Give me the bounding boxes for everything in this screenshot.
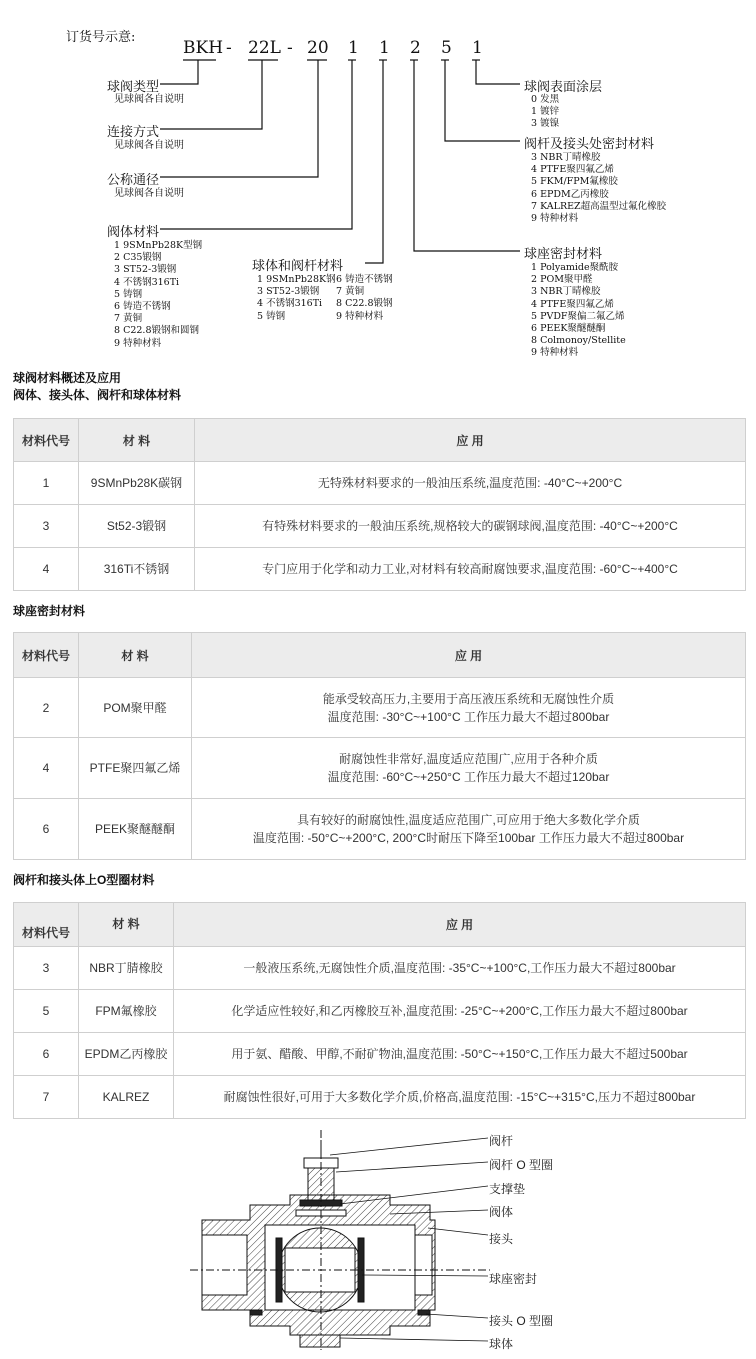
list-item: 1 9SMnPb28K型钢 [114,240,203,251]
cell-application: 无特殊材料要求的一般油压系统,温度范围: -40°C~+200°C [195,462,746,505]
list-item: 3 镀镍 [531,118,560,130]
table-row [14,678,746,738]
cell-application: 用于氨、醋酸、甲醇,不耐矿物油,温度范围: -50°C~+150°C,工作压力最大不超过500bar [174,1033,746,1076]
table-row [14,799,746,860]
cell-code: 5 [14,990,79,1033]
list-item: 8 C22.8锻钢和圆钢 [114,325,199,337]
cell-application: 化学适应性较好,和乙丙橡胶互补,温度范围: -25°C~+200°C,工作压力最大不超过800bar [174,990,746,1033]
valve-cross-section-drawing [190,1130,490,1355]
list-item: 0 发黑 [531,94,560,105]
list-item: 5 铸钢 [114,288,143,300]
col-header-application: 应 用 [195,419,746,462]
part-label-seat-seal: 球座密封 [489,1272,538,1286]
group-label-nominal-size: 公称通径 [107,173,160,188]
list-item: 3 NBR丁晴橡胶 [531,152,601,163]
table-row [14,1033,746,1076]
list-item: 4 PTFE聚四氟乙烯 [531,298,614,310]
list-item: 8 Colmonoy/Stellite [531,335,626,347]
group-sub: 见球阀各自说明 [114,94,184,105]
table-row [14,462,746,505]
list-item: 3 ST52-3锻钢 [257,286,320,298]
list-item: 4 不锈钢316Ti [114,276,180,288]
cell-material: KALREZ [79,1076,174,1119]
table-row [14,505,746,548]
col-header-material: 材 料 [79,419,195,462]
part-label-connector-oring: 接头 O 型圈 [489,1314,554,1328]
code-dash: - [287,38,293,58]
application-line: 耐腐蚀性非常好,温度适应范围广,应用于各种介质 [339,752,598,766]
code-part-ball: 1 [379,38,390,58]
code-dash: - [226,38,232,58]
list-item: 5 铸钢 [257,310,286,322]
group-label-connection: 连接方式 [107,125,160,140]
part-label-connector: 接头 [489,1232,514,1246]
code-part-size: 20 [307,38,329,58]
list-item: 4 不锈钢316Ti [257,298,323,310]
part-label-support-pad: 支撑垫 [489,1182,526,1196]
list-item: 8 C22.8锻钢 [336,298,393,310]
section3-heading: 阀杆和接头体上O型圈材料 [13,873,155,887]
code-part-type: BKH [183,38,224,58]
list-item: 9 特种材料 [114,337,162,349]
application-line: 温度范围: -50°C~+200°C, 200°C时耐压下降至100bar 工作压力最大不超过800bar [252,831,685,845]
cell-code: 3 [14,947,79,990]
table-oring-materials [13,902,746,1119]
list-item: 2 C35锻钢 [114,252,162,264]
list-item: 6 PEEK聚醚醚酮 [531,323,606,335]
group-label-body-material: 阀体材料 [107,225,160,240]
seat-seal-list-clip [531,262,751,359]
list-item: 5 FKM/FPM氟橡胶 [531,176,618,188]
cell-code: 6 [14,799,79,860]
cell-application: 专门应用于化学和动力工业,对材料有较高耐腐蚀要求,温度范围: -60°C~+400°C [195,548,746,591]
list-item: 6 铸造不锈钢 [336,274,393,285]
cell-application: 一般液压系统,无腐蚀性介质,温度范围: -35°C~+100°C,工作压力最大不超过800bar [174,947,746,990]
table-seat-materials [13,632,746,860]
cell-application: 耐腐蚀性很好,可用于大多数化学介质,价格高,温度范围: -15°C~+315°C,压力不超过800bar [174,1076,746,1119]
table-row [14,738,746,799]
cell-material: St52-3锻钢 [79,505,195,548]
list-item: 6 铸造不锈钢 [114,301,171,313]
col-header-code: 材料代号 [14,903,79,947]
application-line: 温度范围: -60°C~+250°C 工作压力最大不超过120bar [327,770,610,784]
group-sub: 见球阀各自说明 [114,188,184,199]
cell-material: EPDM乙丙橡胶 [79,1033,174,1076]
ball-material-list-col2 [336,274,393,323]
cell-code: 2 [14,678,79,738]
application-line: 能承受较高压力,主要用于高压液压系统和无腐蚀性介质 [322,691,615,706]
list-item: 9 特种材料 [531,347,579,359]
cell-material: FPM氟橡胶 [79,990,174,1033]
col-header-application: 应 用 [174,903,746,947]
part-label-body: 阀体 [489,1205,514,1219]
part-label-ball: 球体 [489,1337,514,1351]
cell-application [192,799,746,860]
section1-heading [13,370,181,404]
section-title: 球阀材料概述及应用 [13,371,122,385]
list-item: 1 Polyamide聚酰胺 [531,262,619,273]
list-item: 4 PTFE聚四氟乙烯 [531,164,614,176]
ball-material-list-col1 [257,274,336,323]
cell-code: 6 [14,1033,79,1076]
body-material-list [114,240,202,350]
cell-code: 7 [14,1076,79,1119]
list-item: 2 POM聚甲醛 [531,274,593,286]
table-row [14,1076,746,1119]
list-item: 7 黄铜 [114,313,143,325]
list-item: 9 特种材料 [336,310,384,322]
list-item: 7 黄铜 [336,286,365,298]
col-header-material: 材 料 [79,903,174,947]
cell-material: NBR丁腈橡胶 [79,947,174,990]
cell-material: PEEK聚醚醚酮 [79,799,192,860]
coating-list [531,94,559,131]
application-line: 温度范围: -30°C~+100°C 工作压力最大不超过800bar [327,709,610,724]
table-row [14,990,746,1033]
group-label-coating: 球阀表面涂层 [524,80,603,95]
cell-material: PTFE聚四氟乙烯 [79,738,192,799]
list-item: 6 EPDM乙丙橡胶 [531,188,609,200]
group-label-stem-seal: 阀杆及接头处密封材料 [524,137,655,152]
list-item: 1 镀锌 [531,106,560,118]
list-item: 3 ST52-3锻钢 [114,264,177,276]
cell-application: 有特殊材料要求的一般油压系统,规格较大的碳钢球阀,温度范围: -40°C~+200°C [195,505,746,548]
part-label-stem: 阀杆 [489,1134,514,1148]
list-item: 1 9SMnPb28K钢 [257,274,336,285]
group-label-ball-stem-material: 球体和阀杆材料 [252,259,344,274]
code-part-seat: 2 [410,38,421,58]
application-line: 具有较好的耐腐蚀性,温度适应范围广,可应用于绝大多数化学介质 [297,813,640,827]
cell-code: 4 [14,548,79,591]
list-item: 3 NBR丁晴橡胶 [531,286,601,298]
code-part-coating: 1 [472,38,483,58]
cell-material: 9SMnPb28K碳钢 [79,462,195,505]
table-body-materials [13,418,746,591]
col-header-code: 材料代号 [14,633,79,678]
col-header-application: 应 用 [192,633,746,678]
cell-application [192,738,746,799]
list-item: 5 PVDF聚偏二氟乙烯 [531,310,625,322]
cell-material: 316Ti不锈钢 [79,548,195,591]
group-label-valve-type: 球阀类型 [107,80,160,95]
code-part-connection: 22L [248,38,281,58]
code-part-stem-seal: 5 [441,38,452,58]
stem-seal-list [531,152,666,225]
cell-code: 1 [14,462,79,505]
group-sub: 见球阀各自说明 [114,140,184,151]
order-title: 订货号示意: [66,30,136,45]
col-header-code: 材料代号 [14,419,79,462]
section2-heading: 球座密封材料 [13,604,86,618]
code-part-body: 1 [348,38,359,58]
table-row [14,548,746,591]
cell-material: POM聚甲醛 [79,678,192,738]
cell-code: 4 [14,738,79,799]
table-row [14,947,746,990]
seat-seal-list [531,262,751,359]
section-subtitle: 阀体、接头体、阀杆和球体材料 [13,388,182,402]
cell-code: 3 [14,505,79,548]
cell-application [192,678,746,738]
group-label-seat-seal: 球座密封材料 [524,247,603,262]
list-item: 7 KALREZ超高温型过氟化橡胶 [531,200,667,212]
col-header-material: 材 料 [79,633,192,678]
list-item: 9 特种材料 [531,213,579,225]
part-label-stem-oring: 阀杆 O 型圈 [489,1158,554,1172]
